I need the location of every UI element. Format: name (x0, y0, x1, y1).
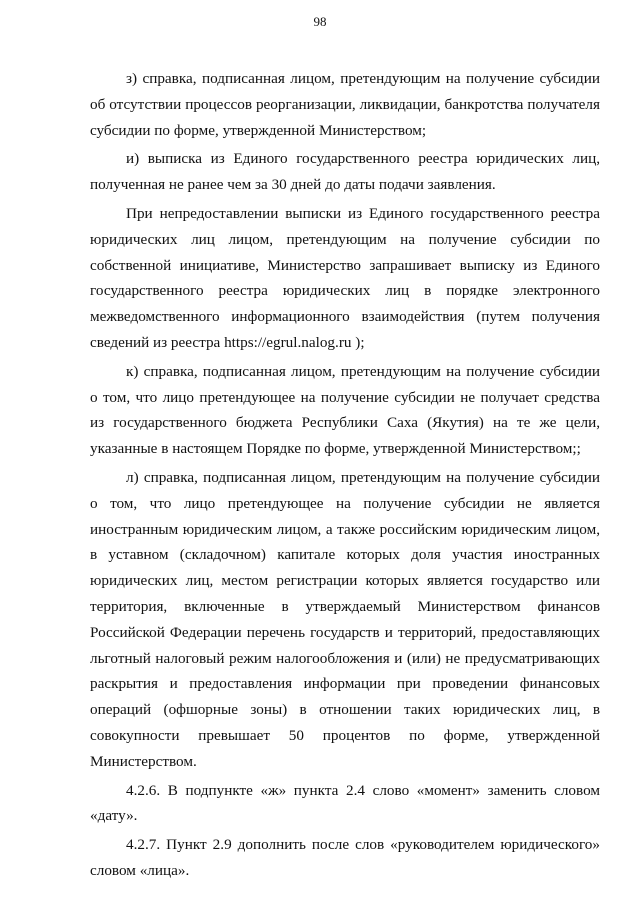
page-number: 98 (313, 14, 327, 29)
paragraph-z-certificate-no-reorganization: з) справка, подписанная лицом, претендующим на получение субсидии об отсутствии процессов реорганизации, ликвидации, банкротства получателя субсидии по форме, утвержденной Министерством; (90, 70, 600, 139)
paragraph-i-egrul-extract: и) выписка из Единого государственного реестра юридических лиц, полученная не ранее чем за 30 дней до даты подачи заявления. (90, 150, 600, 194)
paragraph-l-certificate-not-foreign: л) справка, подписанная лицом, претендующим на получение субсидии о том, что лицо претендующее на получение субсидии не является иностранным юридическим лицом, а также российским юридическим лицом, в уставном (складочном) капитале которых доля участия иностранных юридических лиц, местом регистрации которых является государство или территория, включенные в утверждаемый Министерством финансов Российской Федерации перечень государств и территорий, предоставляющих льготный налоговый режим налогообложения и (или) не предусматривающих раскрытия и предоставления информации при проведении финансовых операций (офшорные зоны) в отношении таких юридических лиц, в совокупности превышает 50 процентов по форме, утвержденной Министерством. (90, 468, 600, 770)
paragraph-egrul-request-note: При непредоставлении выписки из Единого государственного реестра юридических лиц лицом, претендующим на получение субсидии по собственной инициативе, Министерство запрашивает выписку из Единого государственного реестра юридических лиц в порядке электронного межведомственного информационного взаимодействия (путем получения сведений из реестра https://egrul.nalog.ru ); (90, 204, 600, 351)
paragraph-4-2-7: 4.2.7. Пункт 2.9 дополнить после слов «руководителем юридического» словом «лица». (90, 836, 600, 879)
document-body (90, 66, 600, 884)
paragraph-k-certificate-no-budget-funds: к) справка, подписанная лицом, претендующим на получение субсидии о том, что лицо претендующее на получение субсидии не получает средства из государственного бюджета Республики Саха (Якутия) на те же цели, указанные в настоящем Порядке по форме, утвержденной Министерством;; (90, 362, 600, 458)
paragraph-4-2-6: 4.2.6. В подпункте «ж» пункта 2.4 слово «момент» заменить словом «дату». (90, 781, 600, 825)
